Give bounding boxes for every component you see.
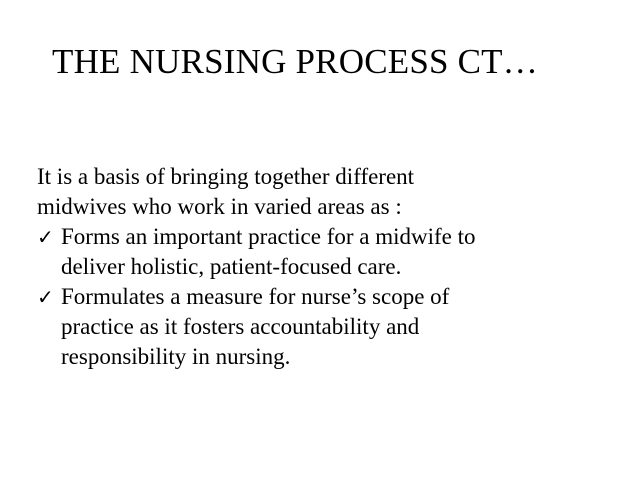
bullet-list bbox=[37, 222, 627, 372]
bullet-item bbox=[37, 222, 627, 282]
bullet-item bbox=[37, 282, 627, 372]
bullet-line: Forms an important practice for a midwife to bbox=[61, 224, 476, 249]
intro-line: It is a basis of bringing together different bbox=[37, 164, 415, 189]
bullet-line: responsibility in nursing. bbox=[61, 344, 291, 369]
bullet-line: practice as it fosters accountability and bbox=[61, 314, 420, 339]
bullet-line: Formulates a measure for nurse’s scope of bbox=[61, 284, 450, 309]
slide-title: THE NURSING PROCESS CT… bbox=[52, 42, 538, 81]
bullet-line: deliver holistic, patient-focused care. bbox=[61, 254, 402, 279]
checkmark-icon: ✓ bbox=[37, 285, 54, 309]
slide-body bbox=[37, 162, 627, 372]
intro-line: midwives who work in varied areas as : bbox=[37, 194, 402, 219]
checkmark-icon: ✓ bbox=[37, 225, 54, 249]
intro-paragraph bbox=[37, 162, 627, 222]
